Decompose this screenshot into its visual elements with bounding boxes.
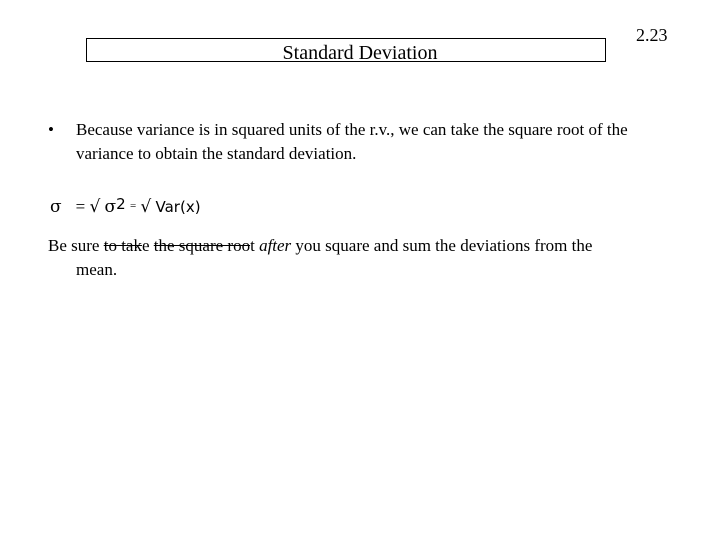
note-emphasis: after bbox=[259, 236, 292, 255]
sigma-symbol: σ bbox=[50, 197, 62, 217]
second-sqrt-symbol: √ bbox=[140, 197, 152, 217]
bullet-marker: • bbox=[48, 120, 54, 139]
std-dev-formula bbox=[50, 192, 201, 219]
second-equals-sign: = bbox=[129, 200, 137, 212]
note-middle-2: t bbox=[250, 236, 260, 255]
note-prefix: Be sure bbox=[48, 236, 104, 255]
sigma-squared-base: σ bbox=[104, 197, 117, 217]
note-suffix: you square and sum the deviations from the bbox=[291, 236, 593, 255]
bullet-text-line-2: variance to obtain the standard deviation. bbox=[76, 144, 357, 163]
reminder-note bbox=[48, 234, 668, 258]
slide-number: 2.23 bbox=[636, 25, 668, 45]
variance-expression: Var(x) bbox=[155, 198, 201, 216]
note-middle-1: e bbox=[141, 236, 154, 255]
sigma-squared-exponent: 2 bbox=[116, 195, 126, 213]
reminder-note-line-2: mean. bbox=[76, 260, 118, 279]
bullet-text bbox=[76, 118, 676, 166]
slide-title: Standard Deviation bbox=[282, 42, 438, 64]
sqrt-symbol: √ bbox=[89, 197, 101, 217]
bullet-text-line-1: Because variance is in squared units of the r.v., we can take the square root of the bbox=[76, 120, 628, 139]
note-struck-text-1: to tak bbox=[103, 236, 142, 255]
equals-sign: = bbox=[75, 197, 86, 216]
note-struck-text-2: the square roo bbox=[153, 236, 251, 255]
